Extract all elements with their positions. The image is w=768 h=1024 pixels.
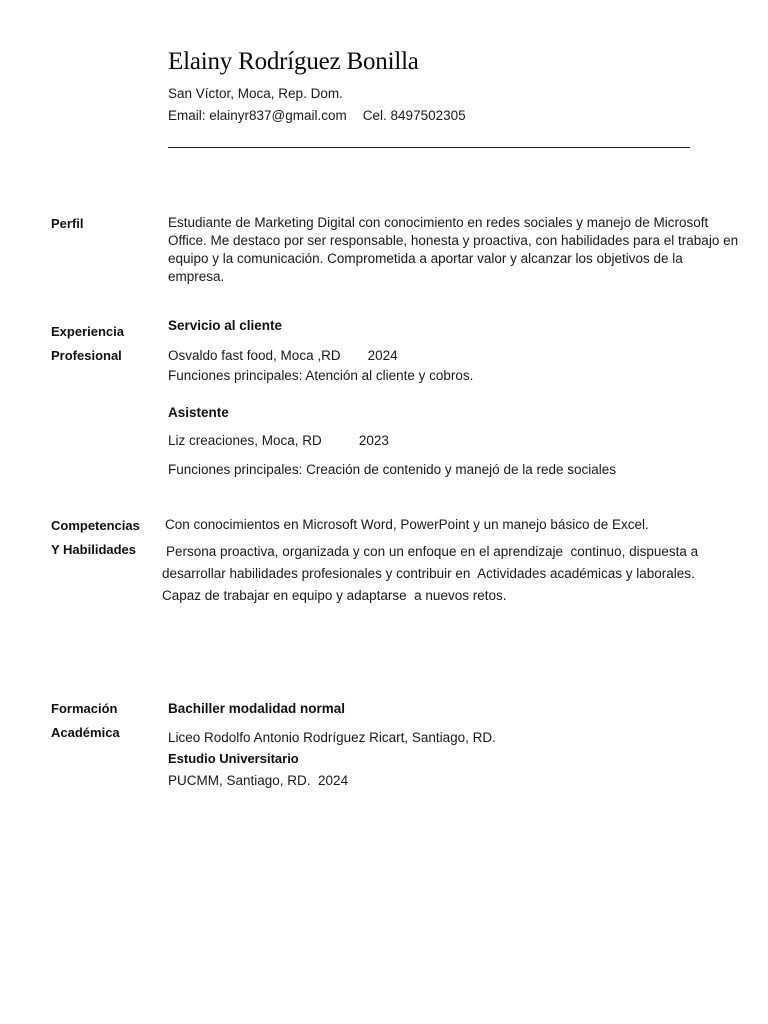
section-label-habilidades: Y Habilidades: [51, 542, 137, 557]
job-year: 2024: [367, 348, 398, 363]
resume-name: Elainy Rodríguez Bonilla: [168, 48, 419, 75]
education-title: Estudio Universitario: [168, 751, 299, 766]
section-label-experiencia: Experiencia: [51, 324, 124, 339]
email-text: Email: elainyr837@gmail.com: [168, 108, 347, 123]
section-label-formacion: Formación: [51, 701, 118, 716]
education-detail: PUCMM, Santiago, RD. 2024: [168, 773, 349, 788]
habilidades-text: Persona proactiva, organizada y con un enfoque en el aprendizaje continuo, dispuesta a desarrollar habilidades profesionales y contribuir en Actividades académicas y laborales. Capaz de trabajar en equipo y adaptarse a nuevos retos.: [162, 544, 702, 603]
section-label-competencias: Competencias: [51, 518, 140, 533]
header-divider: [168, 147, 690, 148]
job-title: Servicio al cliente: [168, 318, 283, 333]
section-label-profesional: Profesional: [51, 348, 122, 363]
section-label-academica: Académica: [51, 725, 120, 740]
address-text: San Víctor, Moca, Rep. Dom.: [168, 86, 343, 101]
education-detail: Liceo Rodolfo Antonio Rodríguez Ricart, Santiago, RD.: [168, 730, 496, 745]
job-company-line: [168, 433, 389, 448]
section-label-perfil: Perfil: [51, 216, 84, 231]
job-functions: Funciones principales: Creación de contenido y manejó de la rede sociales: [168, 462, 617, 477]
job-year: 2023: [358, 433, 389, 448]
perfil-text: Estudiante de Marketing Digital con conocimiento en redes sociales y manejo de Microsoft Office. Me destaco por ser responsable, honesta y proactiva, con habilidades para el trabajo en equipo y la comunicación. Comprometida a aportar valor y alcanzar los objetivos de la empresa.: [168, 215, 739, 284]
job-functions: Funciones principales: Atención al cliente y cobros.: [168, 368, 474, 383]
contact-line: [168, 108, 466, 123]
job-title: Asistente: [168, 405, 229, 420]
education-title: Bachiller modalidad normal: [168, 701, 346, 716]
job-company: Osvaldo fast food, Moca ,RD: [168, 348, 341, 363]
phone-text: Cel. 8497502305: [362, 108, 466, 123]
job-company: Liz creaciones, Moca, RD: [168, 433, 322, 448]
job-company-line: [168, 348, 398, 363]
competencias-line: Con conocimientos en Microsoft Word, PowerPoint y un manejo básico de Excel.: [165, 517, 649, 532]
